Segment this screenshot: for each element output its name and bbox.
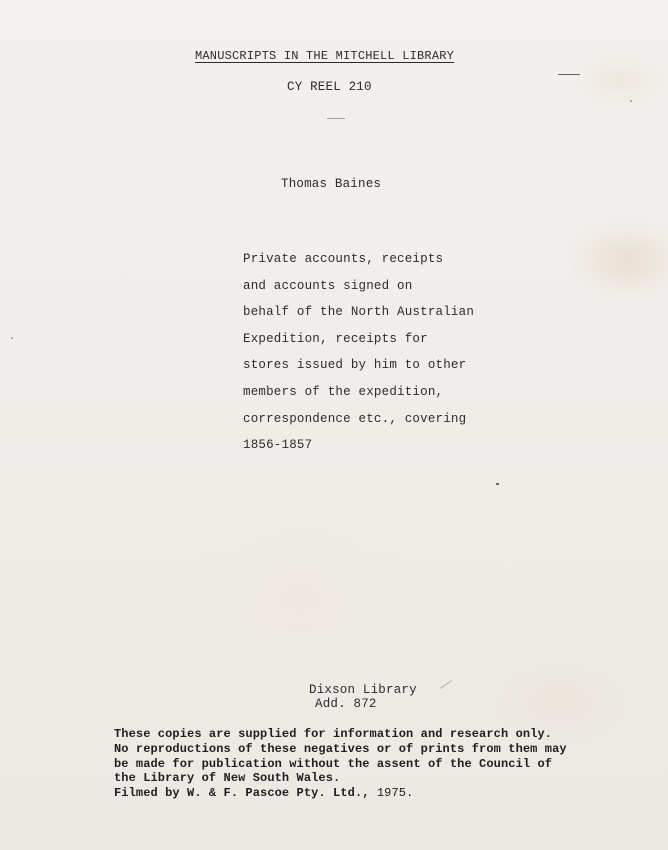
scan-mark [327,118,345,119]
scan-mark [558,74,580,75]
description-line: behalf of the North Australian [243,305,475,320]
description-line: Expedition, receipts for [243,331,428,346]
scan-mark [11,337,13,339]
scan-mark [496,483,499,485]
description-line: Private accounts, receipts [243,252,444,266]
notice-line: These copies are supplied for information and research only. [114,727,553,741]
description-line: members of the expedition, [243,384,444,399]
description-line: correspondence etc., covering [243,411,467,426]
document-title: MANUSCRIPTS IN THE MITCHELL LIBRARY [195,49,455,63]
copyright-notice [114,727,584,801]
filmed-by: Filmed by W. & F. Pascoe Pty. Ltd., [114,786,370,801]
description-line: and accounts signed on [243,278,413,293]
description-line: stores issued by him to other [243,358,467,373]
reel-number: CY REEL 210 [287,80,372,94]
filmed-year: 1975. [376,786,414,801]
scan-mark [630,100,632,102]
add-number: Add. 872 [315,697,377,711]
filmed-by-line [114,786,584,801]
notice-line: the Library of New South Wales. [114,771,341,786]
notice-line: be made for publication without the assent of the Council of [114,756,553,771]
description-line: 1856-1857 [243,438,313,453]
description-block [243,252,503,465]
scan-mark [440,680,452,689]
notice-line: No reproductions of these negatives or of prints from them may [114,741,567,756]
library-name: Dixson Library [309,683,417,697]
author-name: Thomas Baines [281,177,382,191]
